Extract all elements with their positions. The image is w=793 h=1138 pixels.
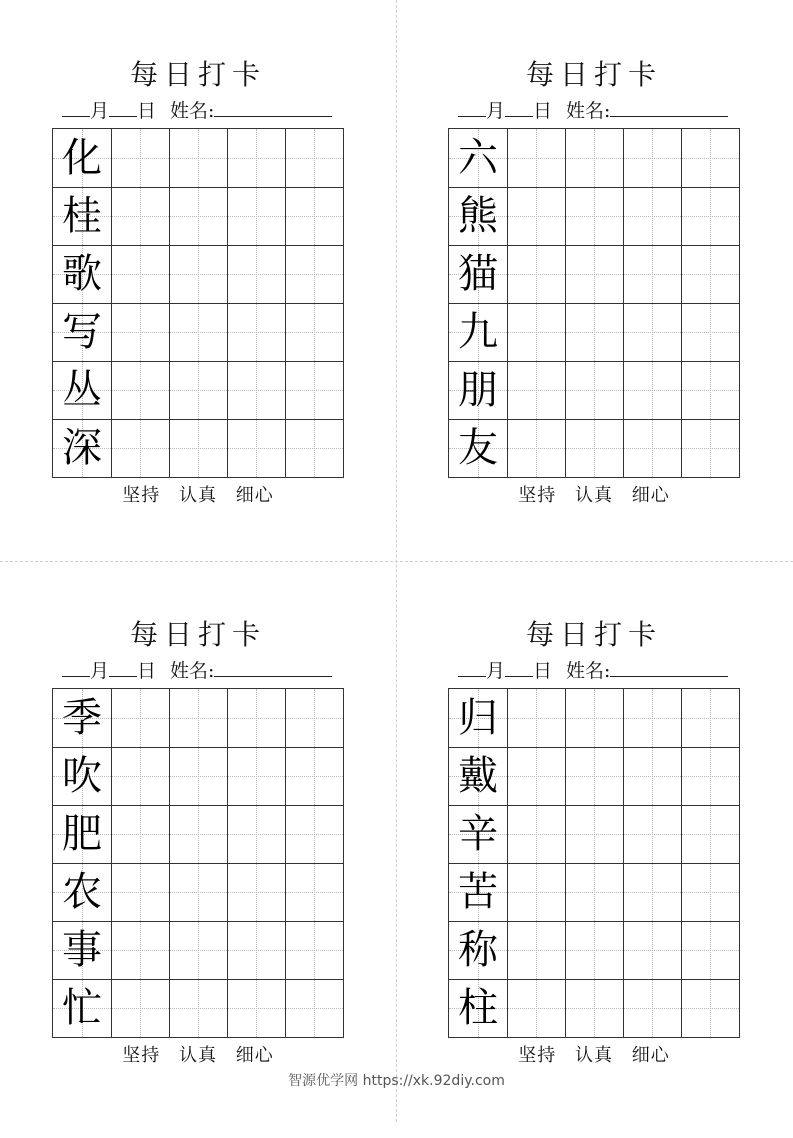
model-character-cell	[53, 187, 111, 245]
practice-cell[interactable]	[285, 419, 343, 477]
guide-line-horizontal	[111, 390, 169, 391]
model-character-cell	[53, 129, 111, 187]
guide-line-horizontal	[285, 950, 343, 951]
guide-line-horizontal	[507, 390, 565, 391]
guide-line-horizontal	[507, 834, 565, 835]
practice-cell[interactable]	[623, 979, 681, 1037]
name-blank[interactable]	[214, 98, 332, 117]
model-character-cell	[53, 689, 111, 747]
guide-line-horizontal	[111, 158, 169, 159]
guide-line-horizontal	[565, 216, 623, 217]
model-character-cell	[449, 245, 507, 303]
date-name-line	[458, 658, 758, 682]
guide-line-horizontal	[111, 776, 169, 777]
guide-line-horizontal	[623, 834, 681, 835]
practice-cell[interactable]	[565, 361, 623, 419]
date-name-line	[62, 658, 362, 682]
card-title: 每日打卡	[129, 58, 266, 91]
model-character-cell	[449, 419, 507, 477]
practice-cell[interactable]	[169, 129, 227, 187]
practice-cell[interactable]	[227, 187, 285, 245]
model-character: 歌	[62, 251, 102, 297]
model-character-cell	[53, 921, 111, 979]
guide-line-horizontal	[507, 718, 565, 719]
practice-cell[interactable]	[623, 361, 681, 419]
practice-cell[interactable]	[623, 921, 681, 979]
card-title: 每日打卡	[525, 618, 662, 651]
model-character: 猫	[458, 251, 498, 297]
guide-line-horizontal	[681, 950, 739, 951]
practice-grid	[52, 688, 344, 1038]
practice-cell[interactable]	[681, 979, 739, 1037]
card-title: 每日打卡	[525, 58, 662, 91]
practice-cell[interactable]	[169, 689, 227, 747]
day-label: 日	[137, 660, 157, 682]
guide-line-horizontal	[565, 332, 623, 333]
practice-cell[interactable]	[507, 129, 565, 187]
practice-cell[interactable]	[111, 303, 169, 361]
guide-line-horizontal	[507, 158, 565, 159]
model-character-cell	[53, 361, 111, 419]
day-label: 日	[533, 660, 553, 682]
guide-line-horizontal	[227, 776, 285, 777]
practice-cell[interactable]	[285, 361, 343, 419]
practice-cell[interactable]	[111, 979, 169, 1037]
month-blank[interactable]	[62, 98, 90, 117]
guide-line-horizontal	[623, 892, 681, 893]
model-character-cell	[53, 863, 111, 921]
name-blank[interactable]	[610, 98, 728, 117]
practice-cell[interactable]	[623, 863, 681, 921]
model-character: 桂	[62, 193, 102, 239]
guide-line-horizontal	[169, 776, 227, 777]
day-label: 日	[137, 100, 157, 122]
guide-line-horizontal	[169, 448, 227, 449]
practice-cell[interactable]	[227, 129, 285, 187]
guide-line-horizontal	[285, 718, 343, 719]
practice-cell[interactable]	[285, 863, 343, 921]
model-character: 吹	[62, 753, 102, 799]
month-label: 月	[486, 100, 506, 122]
guide-line-horizontal	[111, 950, 169, 951]
guide-line-horizontal	[565, 718, 623, 719]
practice-cell[interactable]	[507, 245, 565, 303]
practice-cell[interactable]	[111, 863, 169, 921]
guide-line-horizontal	[111, 332, 169, 333]
model-character-cell	[53, 805, 111, 863]
guide-line-horizontal	[565, 274, 623, 275]
guide-line-horizontal	[681, 158, 739, 159]
guide-line-horizontal	[565, 158, 623, 159]
practice-cell[interactable]	[623, 419, 681, 477]
model-character-cell	[449, 361, 507, 419]
guide-line-horizontal	[227, 390, 285, 391]
guide-line-horizontal	[285, 216, 343, 217]
model-character: 深	[62, 425, 102, 471]
model-character: 友	[458, 425, 498, 471]
practice-cell[interactable]	[623, 747, 681, 805]
model-character-cell	[449, 921, 507, 979]
guide-line-horizontal	[227, 274, 285, 275]
guide-line-horizontal	[623, 448, 681, 449]
guide-line-horizontal	[227, 892, 285, 893]
guide-line-horizontal	[111, 1008, 169, 1009]
model-character: 丛	[62, 367, 102, 413]
practice-cell[interactable]	[111, 747, 169, 805]
guide-line-horizontal	[681, 390, 739, 391]
practice-cell[interactable]	[169, 419, 227, 477]
practice-cell[interactable]	[227, 805, 285, 863]
practice-cell[interactable]	[565, 979, 623, 1037]
model-character: 熊	[458, 193, 498, 239]
guide-line-horizontal	[623, 776, 681, 777]
guide-line-horizontal	[111, 834, 169, 835]
footer-watermark: 智源优学网 https://xk.92diy.com	[288, 1073, 505, 1089]
guide-line-horizontal	[111, 216, 169, 217]
practice-cell[interactable]	[111, 245, 169, 303]
model-character: 忙	[62, 985, 102, 1031]
day-blank[interactable]	[109, 658, 137, 677]
month-label: 月	[486, 660, 506, 682]
guide-line-horizontal	[111, 448, 169, 449]
practice-cell[interactable]	[623, 689, 681, 747]
guide-line-horizontal	[169, 892, 227, 893]
model-character: 季	[62, 695, 102, 741]
name-label: 姓名:	[170, 100, 215, 122]
guide-line-horizontal	[169, 274, 227, 275]
practice-cell[interactable]	[565, 245, 623, 303]
motto: 坚持 认真 细心	[518, 1045, 670, 1066]
practice-cell[interactable]	[227, 863, 285, 921]
model-character: 归	[458, 695, 498, 741]
practice-cell[interactable]	[681, 303, 739, 361]
guide-line-horizontal	[507, 448, 565, 449]
model-character-cell	[53, 419, 111, 477]
guide-line-horizontal	[169, 834, 227, 835]
model-character-cell	[449, 689, 507, 747]
practice-cell[interactable]	[227, 747, 285, 805]
guide-line-horizontal	[681, 1008, 739, 1009]
practice-grid	[52, 128, 344, 478]
date-name-line	[458, 98, 758, 122]
day-label: 日	[533, 100, 553, 122]
name-blank[interactable]	[214, 658, 332, 677]
practice-cell[interactable]	[169, 805, 227, 863]
model-character: 写	[62, 309, 102, 355]
practice-cell[interactable]	[681, 129, 739, 187]
model-character: 化	[62, 135, 102, 181]
guide-line-horizontal	[285, 892, 343, 893]
guide-line-horizontal	[285, 274, 343, 275]
motto: 坚持 认真 细心	[122, 1045, 274, 1066]
practice-cell[interactable]	[111, 187, 169, 245]
guide-line-horizontal	[285, 158, 343, 159]
practice-cell[interactable]	[623, 303, 681, 361]
model-character-cell	[449, 303, 507, 361]
guide-line-horizontal	[285, 448, 343, 449]
practice-cell[interactable]	[285, 187, 343, 245]
guide-line-horizontal	[169, 158, 227, 159]
practice-cell[interactable]	[169, 979, 227, 1037]
checkin-card	[448, 58, 778, 578]
guide-line-horizontal	[169, 216, 227, 217]
practice-cell[interactable]	[169, 187, 227, 245]
practice-cell[interactable]	[681, 747, 739, 805]
month-label: 月	[90, 660, 110, 682]
practice-cell[interactable]	[111, 689, 169, 747]
practice-cell[interactable]	[507, 979, 565, 1037]
practice-grid	[448, 128, 740, 478]
model-character: 事	[62, 927, 102, 973]
practice-cell[interactable]	[681, 419, 739, 477]
practice-cell[interactable]	[565, 805, 623, 863]
practice-cell[interactable]	[227, 303, 285, 361]
practice-cell[interactable]	[565, 419, 623, 477]
guide-line-horizontal	[681, 332, 739, 333]
guide-line-horizontal	[285, 332, 343, 333]
guide-line-horizontal	[623, 332, 681, 333]
practice-cell[interactable]	[565, 303, 623, 361]
guide-line-horizontal	[681, 892, 739, 893]
guide-line-horizontal	[169, 1008, 227, 1009]
model-character-cell	[449, 747, 507, 805]
model-character: 称	[458, 927, 498, 973]
practice-cell[interactable]	[507, 187, 565, 245]
practice-cell[interactable]	[169, 921, 227, 979]
practice-cell[interactable]	[507, 863, 565, 921]
guide-line-horizontal	[623, 216, 681, 217]
practice-cell[interactable]	[681, 805, 739, 863]
practice-cell[interactable]	[565, 747, 623, 805]
guide-line-horizontal	[681, 834, 739, 835]
practice-cell[interactable]	[169, 747, 227, 805]
practice-cell[interactable]	[623, 129, 681, 187]
practice-cell[interactable]	[507, 419, 565, 477]
model-character-cell	[449, 129, 507, 187]
practice-cell[interactable]	[623, 187, 681, 245]
guide-line-horizontal	[111, 892, 169, 893]
practice-cell[interactable]	[681, 863, 739, 921]
guide-line-horizontal	[111, 718, 169, 719]
model-character: 朋	[458, 367, 498, 413]
practice-cell[interactable]	[285, 689, 343, 747]
guide-line-horizontal	[565, 892, 623, 893]
practice-cell[interactable]	[507, 361, 565, 419]
month-blank[interactable]	[458, 98, 486, 117]
guide-line-horizontal	[565, 776, 623, 777]
practice-cell[interactable]	[285, 747, 343, 805]
guide-line-horizontal	[507, 892, 565, 893]
guide-line-horizontal	[227, 158, 285, 159]
model-character: 苦	[458, 869, 498, 915]
practice-cell[interactable]	[285, 921, 343, 979]
guide-line-horizontal	[507, 332, 565, 333]
practice-cell[interactable]	[169, 863, 227, 921]
guide-line-horizontal	[169, 332, 227, 333]
guide-line-horizontal	[285, 390, 343, 391]
guide-line-horizontal	[681, 274, 739, 275]
name-label: 姓名:	[566, 100, 611, 122]
practice-cell[interactable]	[285, 245, 343, 303]
practice-cell[interactable]	[565, 187, 623, 245]
practice-cell[interactable]	[565, 129, 623, 187]
model-character-cell	[449, 979, 507, 1037]
model-character: 六	[458, 135, 498, 181]
guide-line-horizontal	[565, 950, 623, 951]
name-label: 姓名:	[566, 660, 611, 682]
guide-line-horizontal	[623, 390, 681, 391]
guide-line-horizontal	[565, 448, 623, 449]
guide-line-horizontal	[227, 718, 285, 719]
guide-line-horizontal	[623, 158, 681, 159]
guide-line-horizontal	[169, 390, 227, 391]
guide-line-horizontal	[507, 1008, 565, 1009]
model-character-cell	[53, 979, 111, 1037]
practice-cell[interactable]	[111, 419, 169, 477]
practice-cell[interactable]	[227, 419, 285, 477]
practice-cell[interactable]	[681, 187, 739, 245]
practice-cell[interactable]	[681, 361, 739, 419]
model-character: 辛	[458, 811, 498, 857]
guide-line-horizontal	[623, 1008, 681, 1009]
day-blank[interactable]	[505, 658, 533, 677]
practice-cell[interactable]	[565, 863, 623, 921]
guide-line-horizontal	[623, 950, 681, 951]
guide-line-horizontal	[227, 950, 285, 951]
guide-line-horizontal	[681, 718, 739, 719]
model-character: 肥	[62, 811, 102, 857]
model-character: 九	[458, 309, 498, 355]
practice-cell[interactable]	[169, 303, 227, 361]
practice-cell[interactable]	[285, 129, 343, 187]
guide-line-horizontal	[227, 448, 285, 449]
guide-line-horizontal	[565, 834, 623, 835]
month-blank[interactable]	[62, 658, 90, 677]
month-blank[interactable]	[458, 658, 486, 677]
guide-line-horizontal	[227, 834, 285, 835]
guide-line-horizontal	[507, 216, 565, 217]
motto: 坚持 认真 细心	[518, 485, 670, 506]
practice-cell[interactable]	[169, 361, 227, 419]
name-label: 姓名:	[170, 660, 215, 682]
practice-cell[interactable]	[507, 303, 565, 361]
guide-line-horizontal	[565, 390, 623, 391]
model-character: 戴	[458, 753, 498, 799]
practice-cell[interactable]	[623, 245, 681, 303]
model-character-cell	[53, 303, 111, 361]
guide-line-horizontal	[111, 274, 169, 275]
guide-line-horizontal	[285, 776, 343, 777]
guide-line-horizontal	[623, 718, 681, 719]
model-character-cell	[449, 863, 507, 921]
guide-line-horizontal	[169, 718, 227, 719]
practice-cell[interactable]	[507, 805, 565, 863]
day-blank[interactable]	[109, 98, 137, 117]
guide-line-horizontal	[623, 274, 681, 275]
practice-cell[interactable]	[227, 979, 285, 1037]
guide-line-horizontal	[227, 1008, 285, 1009]
card-title: 每日打卡	[129, 618, 266, 651]
practice-cell[interactable]	[623, 805, 681, 863]
practice-cell[interactable]	[565, 689, 623, 747]
model-character-cell	[53, 747, 111, 805]
guide-line-horizontal	[227, 216, 285, 217]
checkin-card	[448, 618, 778, 1138]
month-label: 月	[90, 100, 110, 122]
practice-cell[interactable]	[681, 245, 739, 303]
model-character-cell	[449, 805, 507, 863]
checkin-card	[52, 618, 382, 1138]
practice-cell[interactable]	[285, 303, 343, 361]
model-character: 柱	[458, 985, 498, 1031]
practice-grid	[448, 688, 740, 1038]
practice-cell[interactable]	[507, 921, 565, 979]
practice-cell[interactable]	[565, 921, 623, 979]
practice-cell[interactable]	[111, 129, 169, 187]
checkin-card	[52, 58, 382, 578]
model-character-cell	[449, 187, 507, 245]
motto: 坚持 认真 细心	[122, 485, 274, 506]
guide-line-horizontal	[507, 274, 565, 275]
name-blank[interactable]	[610, 658, 728, 677]
guide-line-horizontal	[285, 834, 343, 835]
guide-line-horizontal	[507, 950, 565, 951]
date-name-line	[62, 98, 362, 122]
guide-line-horizontal	[681, 216, 739, 217]
practice-cell[interactable]	[285, 979, 343, 1037]
model-character-cell	[53, 245, 111, 303]
guide-line-horizontal	[285, 1008, 343, 1009]
guide-line-horizontal	[681, 776, 739, 777]
practice-cell[interactable]	[111, 921, 169, 979]
practice-cell[interactable]	[681, 689, 739, 747]
practice-cell[interactable]	[285, 805, 343, 863]
model-character: 农	[62, 869, 102, 915]
practice-cell[interactable]	[507, 689, 565, 747]
practice-cell[interactable]	[507, 747, 565, 805]
guide-line-horizontal	[169, 950, 227, 951]
practice-cell[interactable]	[227, 921, 285, 979]
guide-line-horizontal	[681, 448, 739, 449]
practice-cell[interactable]	[227, 689, 285, 747]
guide-line-horizontal	[227, 332, 285, 333]
guide-line-horizontal	[507, 776, 565, 777]
practice-cell[interactable]	[169, 245, 227, 303]
practice-cell[interactable]	[111, 361, 169, 419]
practice-cell[interactable]	[227, 361, 285, 419]
practice-cell[interactable]	[111, 805, 169, 863]
practice-cell[interactable]	[227, 245, 285, 303]
practice-cell[interactable]	[681, 921, 739, 979]
guide-line-horizontal	[565, 1008, 623, 1009]
day-blank[interactable]	[505, 98, 533, 117]
